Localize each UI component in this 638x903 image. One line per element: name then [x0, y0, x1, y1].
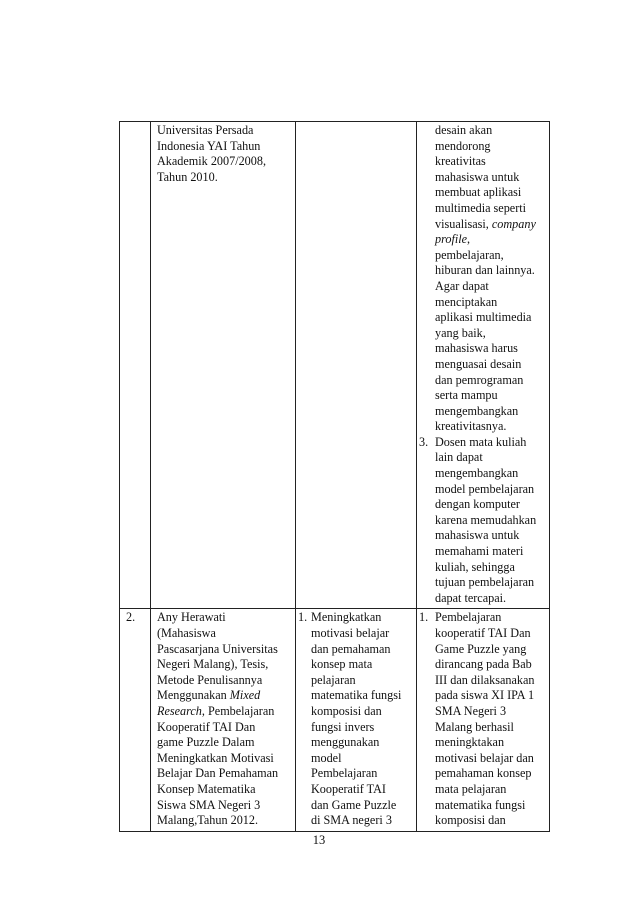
reference-cell: Any Herawati (Mahasiswa Pascasarjana Universitas Negeri Malang), Tesis, Metode Penulisannya Menggunakan Mixed Research, Pembelajaran Kooperatif TAI Dan game Puzzle Dalam Meningkatkan Motivasi Belajar Dan Pemahaman Konsep Matematika Siswa SMA Negeri 3 Malang,Tahun 2012.: [151, 609, 296, 831]
table-row: [120, 609, 550, 831]
reference-cell: Universitas Persada Indonesia YAI Tahun Akademik 2007/2008, Tahun 2010.: [151, 122, 296, 609]
objective-item-1: 1. Meningkatkan motivasi belajar dan pemahaman konsep mata pelajaran matematika fungsi komposisi dan fungsi invers menggunakan model Pembelajaran Kooperatif TAI dan Game Puzzle di SMA negeri 3: [298, 610, 402, 828]
result-item-continued: desain akan mendorong kreativitas mahasiswa untuk membuat aplikasi multimedia seperti visualisasi, company profile, pembelajaran, hiburan dan lainnya. Agar dapat menciptakan aplikasi multimedia yang baik, mahasiswa harus menguasai desain dan pemrograman serta mampu mengembangkan kreativitasnya.: [435, 123, 536, 434]
result-item-3: 3. Dosen mata kuliah lain dapat mengembangkan model pembelajaran dengan komputer karena memudahkan mahasiswa untuk memahami materi kuliah, sehingga tujuan pembelajaran dapat tercapai.: [419, 434, 537, 605]
row-number-cell: 2.: [120, 609, 151, 831]
literature-review-table: [119, 121, 550, 832]
result-cell: [417, 122, 550, 609]
result-cell: [417, 609, 550, 831]
row-number-cell: [120, 122, 151, 609]
objective-cell: [296, 609, 417, 831]
result-item-1: 1. Pembelajaran kooperatif TAI Dan Game Puzzle yang dirancang pada Bab III dan dilaksanakan pada siswa XI IPA 1 SMA Negeri 3 Malang berhasil meningktakan motivasi belajar dan pemahaman konsep mata pelajaran matematika fungsi komposisi dan: [419, 610, 535, 828]
objective-cell: [296, 122, 417, 609]
table-row: [120, 122, 550, 609]
page-number: 13: [312, 833, 326, 847]
